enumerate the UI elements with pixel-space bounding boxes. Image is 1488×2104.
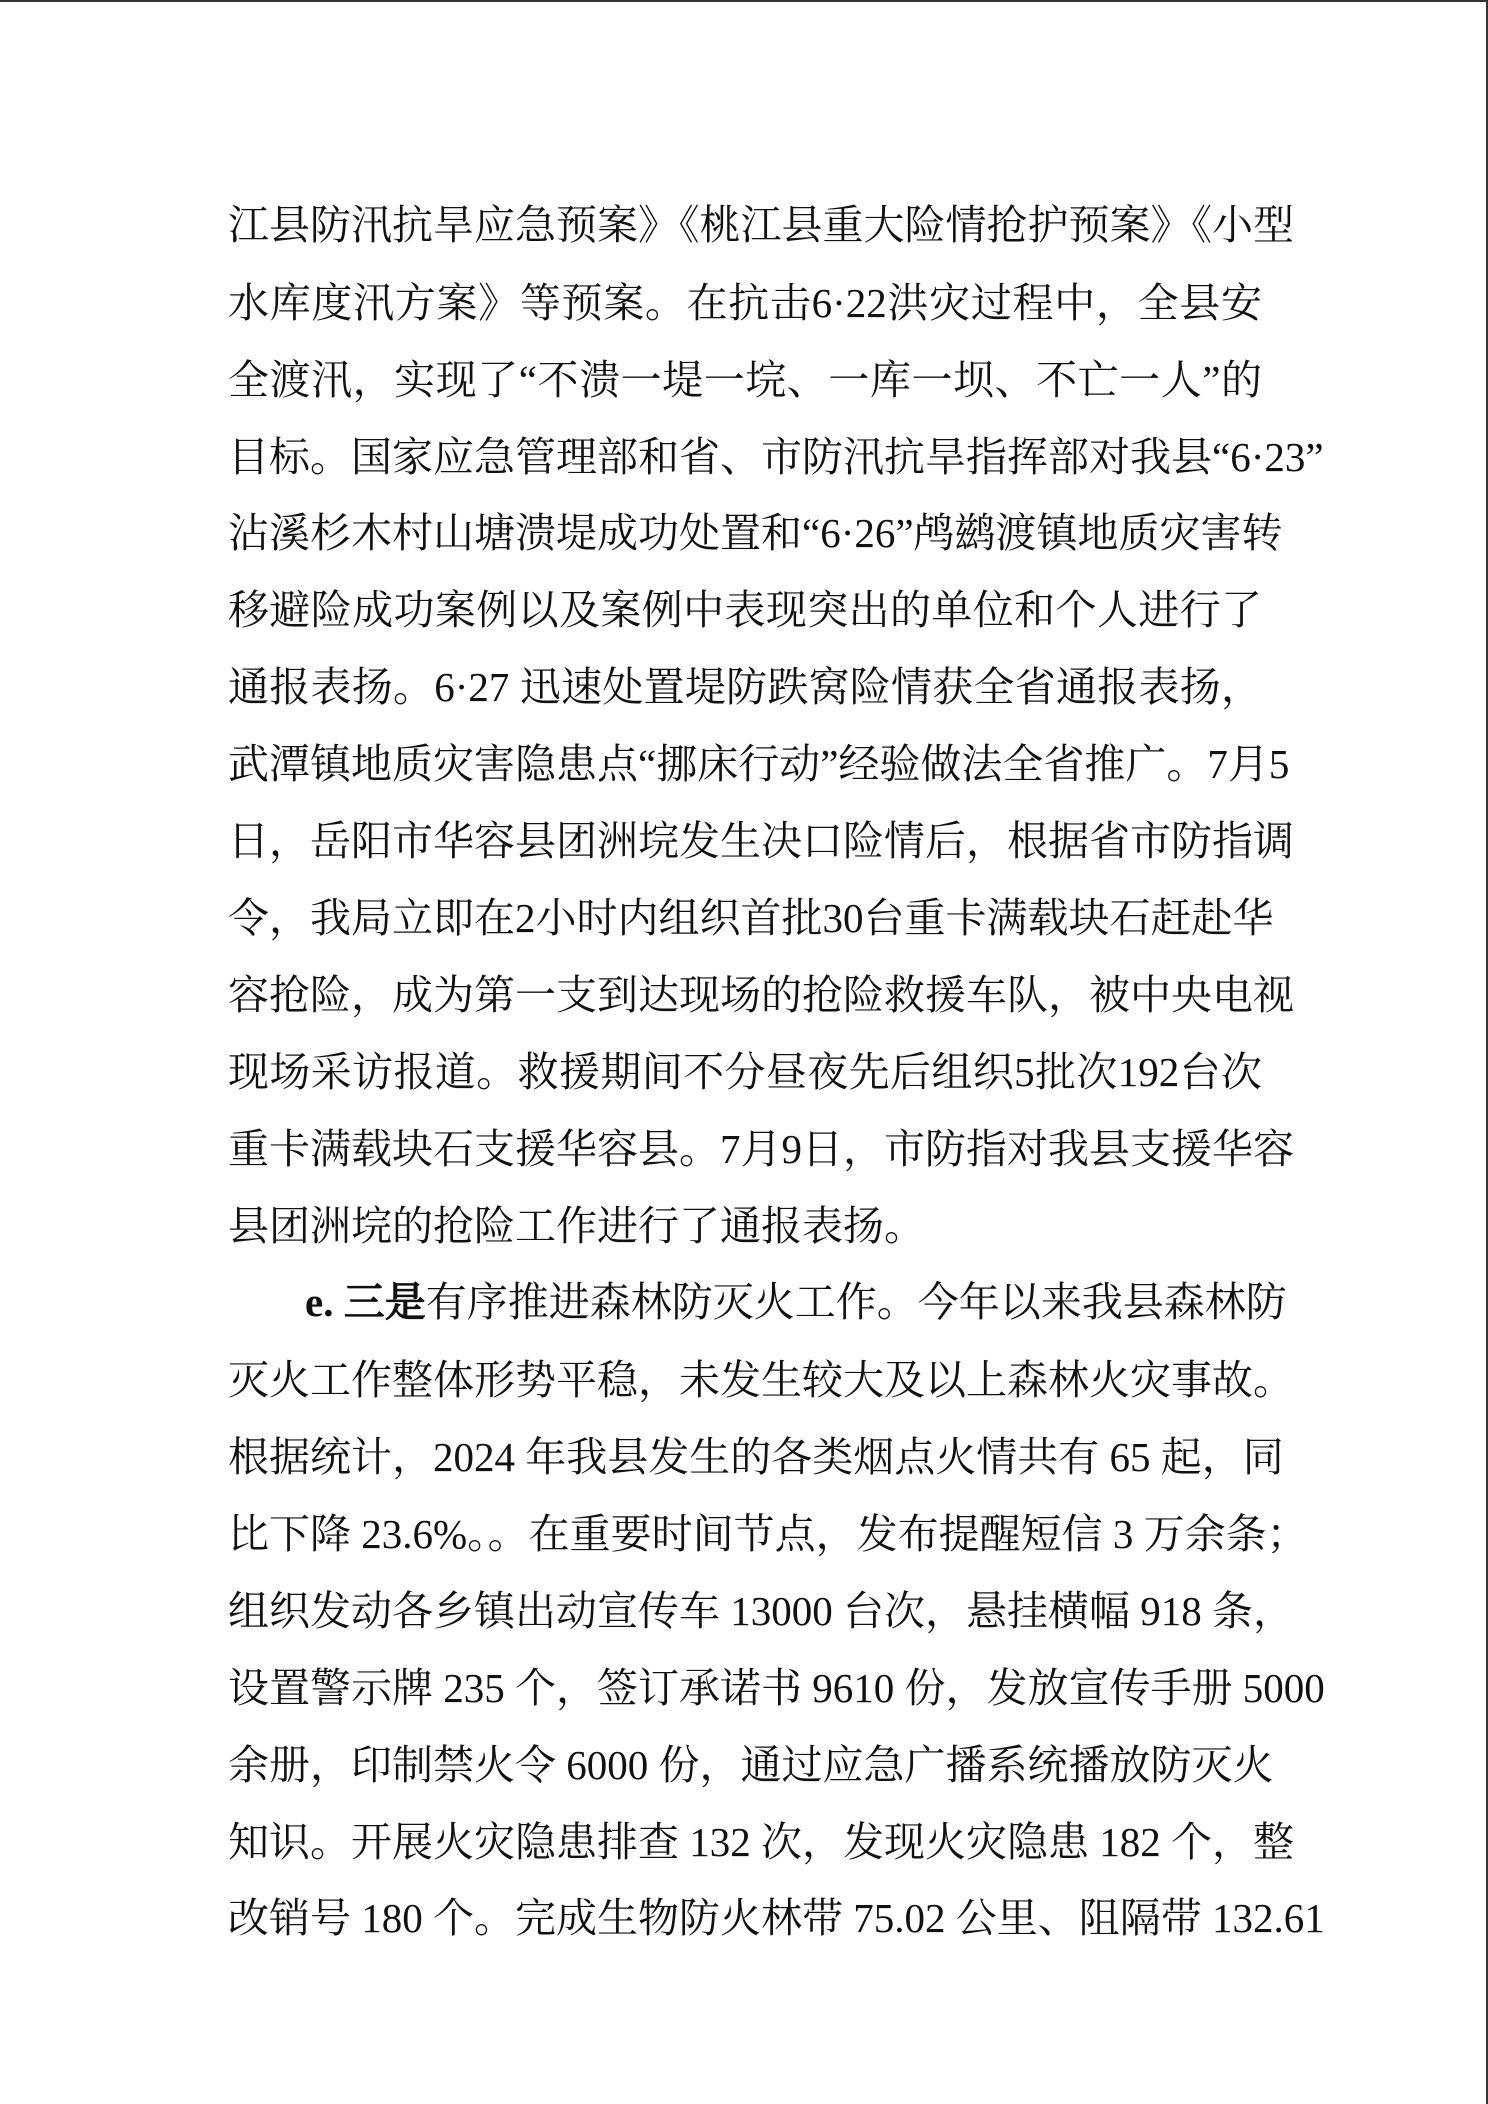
text-line: 组织发动各乡镇出动宣传车 13000 台次，悬挂横幅 918 条，: [228, 1588, 1294, 1634]
text-line: 知识。开展火灾隐患排查 132 次，发现火灾隐患 182 个，整: [228, 1819, 1294, 1865]
text-line: 全渡汛，实现了“不溃一堤一垸、一库一坝、不亡一人”的: [228, 357, 1262, 403]
text-line: 县团洲垸的抢险工作进行了通报表扬。: [228, 1203, 925, 1249]
text-line: 目标。国家应急管理部和省、市防汛抗旱指挥部对我县“6·23”: [228, 434, 1324, 480]
text-line: 现场采访报道。救援期间不分昼夜先后组织5批次192台次: [228, 1049, 1262, 1095]
text-line: 改销号 180 个。完成生物防火林带 75.02 公里、阻隔带 132.61: [228, 1895, 1325, 1941]
text-line: 容抢险，成为第一支到达现场的抢险救援车队，被中央电视: [228, 972, 1294, 1018]
text-line: 设置警示牌 235 个，签订承诺书 9610 份，发放宣传手册 5000: [228, 1665, 1325, 1711]
text-line: 水库度汛方案》等预案。在抗击6·22洪灾过程中，全县安: [228, 280, 1262, 326]
text-line: 灭火工作整体形势平稳，未发生较大及以上森林火灾事故。: [228, 1357, 1294, 1403]
text-line: 江县防汛抗旱应急预案》《桃江县重大险情抢护预案》《小型: [228, 202, 1294, 248]
section-heading-line: [305, 1274, 1287, 1330]
text-line: 通报表扬。6·27 迅速处置堤防跌窝险情获全省通报表扬，: [228, 664, 1262, 710]
section-prefix: e. 三是: [305, 1279, 426, 1325]
text-line: 比下降 23.6%。。在重要时间节点，发布提醒短信 3 万余条；: [228, 1511, 1308, 1557]
text-line: 重卡满载块石支援华容县。7月9日，市防指对我县支援华容: [228, 1126, 1294, 1172]
text-line: 沾溪杉木村山塘溃堤成功处置和“6·26”鸬鹚渡镇地质灾害转: [228, 510, 1283, 556]
page-border-top: [0, 0, 1488, 2]
text-line: 根据统计，2024 年我县发生的各类烟点火情共有 65 起，同: [228, 1434, 1284, 1480]
text-line: 余册，印制禁火令 6000 份，通过应急广播系统播放防灭火: [228, 1742, 1274, 1788]
text-line: 令，我局立即在2小时内组织首批30台重卡满载块石赶赴华: [228, 895, 1274, 941]
text-line: 移避险成功案例以及案例中表现突出的单位和个人进行了: [228, 587, 1262, 633]
text-line: 武潭镇地质灾害隐患点“挪床行动”经验做法全省推广。7月5: [228, 741, 1290, 787]
text-line: 日，岳阳市华容县团洲垸发生决口险情后，根据省市防指调: [228, 818, 1294, 864]
section-first-line: 有序推进森林防灭火工作。今年以来我县森林防: [425, 1279, 1287, 1325]
